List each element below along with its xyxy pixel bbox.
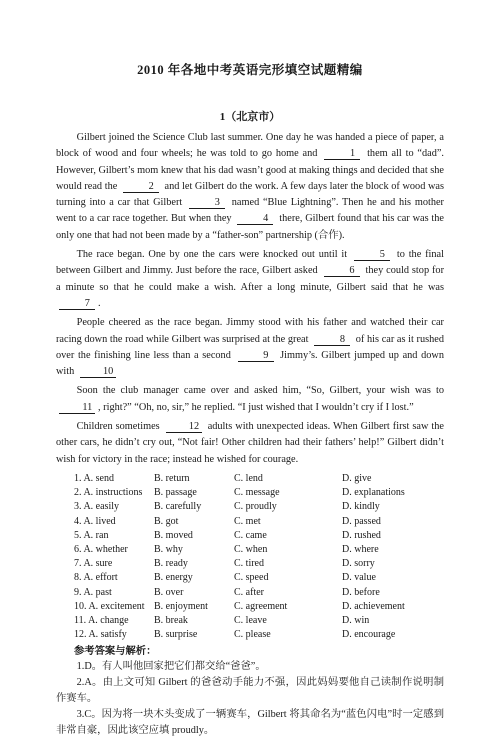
option-item: B. surprise <box>154 629 198 641</box>
option-item: B. over <box>154 586 184 598</box>
passage-text: Children sometimes <box>76 421 163 433</box>
answer-item: 1.D。有人叫他回家把它们都交给“爸爸”。 <box>76 661 266 673</box>
option-item: 3. A. easily <box>74 501 119 513</box>
option-item: B. enjoyment <box>154 600 208 612</box>
blank-6: 6 <box>324 265 360 277</box>
option-item: D. give <box>342 472 372 484</box>
blank-10: 10 <box>80 366 116 378</box>
option-item: D. value <box>342 572 376 584</box>
passage-text: , right?” “Oh, no, sir,” he replied. “I just wished that I wouldn’t cry if I lost.” <box>98 401 414 413</box>
answer-item: 3.C。因为将一块木头变成了一辆赛车，Gilbert 将其命名为“蓝色闪电”时一定感到非常自豪，因此该空应填 proudly。 <box>56 709 444 737</box>
option-item: D. win <box>342 614 370 626</box>
passage-text: People cheered as the race began. Jimmy stood with his father and watched their car racing down the road while Gilbert was surprised at the great <box>56 317 444 345</box>
passage-text: Jimmy’s. Gilbert jumped up and down with <box>56 349 444 378</box>
option-item: B. carefully <box>154 501 202 513</box>
option-item: D. passed <box>342 515 381 527</box>
option-item: D. kindly <box>342 501 380 513</box>
blank-2: 2 <box>123 181 159 193</box>
option-item: D. where <box>342 543 379 555</box>
option-item: C. leave <box>234 614 267 626</box>
option-item: 10. A. excitement <box>74 600 145 612</box>
passage-text: of his car as it rushed over the finishing line less than a second <box>56 333 444 361</box>
answer-item: 2.A。由上文可知 Gilbert 的爸爸动手能力不强，因此妈妈要他自己读制作说明制作赛车。 <box>56 677 444 705</box>
passage-text: there, Gilbert found that his car was the only one that had not been made by a “father-son” partnership (合作). <box>56 213 444 241</box>
option-item: C. please <box>234 629 271 641</box>
option-item: B. passage <box>154 487 197 499</box>
blank-7: 7 <box>59 298 95 310</box>
option-item: C. message <box>234 487 280 499</box>
passage <box>56 130 444 468</box>
passage-text: they could stop for a minute so that he could make a wish. After a long minute, Gilbert said that he was <box>56 265 445 293</box>
option-item: C. tired <box>234 558 264 570</box>
option-row <box>74 472 444 486</box>
blank-4: 4 <box>237 213 273 225</box>
option-row <box>74 543 444 557</box>
option-item: B. why <box>154 543 183 555</box>
passage-paragraph <box>56 315 444 380</box>
option-row <box>74 614 444 628</box>
option-item: C. came <box>234 529 267 541</box>
option-item: 12. A. satisfy <box>74 629 127 641</box>
option-item: B. moved <box>154 529 193 541</box>
option-item: 7. A. sure <box>74 558 113 570</box>
passage-text: and let Gilbert do the work. A few days later the block of wood was turning into a car that Gilbert <box>56 180 444 209</box>
passage-text: The race began. One by one the cars were knocked out until it <box>76 249 351 261</box>
option-row <box>74 628 444 642</box>
passage-paragraph <box>56 130 444 244</box>
document-title: 2010 年各地中考英语完形填空试题精编 <box>137 63 363 77</box>
option-item: C. met <box>234 515 261 527</box>
blank-11: 11 <box>59 402 95 414</box>
option-item: 11. A. change <box>74 614 129 626</box>
option-item: D. before <box>342 586 380 598</box>
option-item: B. return <box>154 472 190 484</box>
blank-9: 9 <box>238 350 274 362</box>
option-item: C. proudly <box>234 501 277 513</box>
blank-1: 1 <box>324 148 360 160</box>
passage-text: Gilbert joined the Science Club last summer. One day he was handed a piece of paper, a block of wood and four wheels; he was told to go home and <box>56 132 444 160</box>
option-item: D. achievement <box>342 600 405 612</box>
option-item: 5. A. ran <box>74 529 109 541</box>
passage-paragraph <box>56 383 444 416</box>
option-item: 1. A. send <box>74 472 114 484</box>
passage-paragraph <box>56 419 444 468</box>
options-list <box>56 472 444 642</box>
option-row <box>74 515 444 529</box>
answers-list <box>56 659 444 739</box>
option-item: C. when <box>234 543 268 555</box>
passage-text: them all to “dad”. However, Gilbert’s mom knew that his dad wasn’t good at making things and decided that she would read the <box>56 148 444 192</box>
option-row <box>74 500 444 514</box>
option-item: C. after <box>234 586 264 598</box>
option-row <box>74 586 444 600</box>
option-item: 9. A. past <box>74 586 112 598</box>
option-item: 2. A. instructions <box>74 487 143 499</box>
passage-text: to the final between Gilbert and Jimmy. Just before the race, Gilbert asked <box>56 249 444 277</box>
option-item: C. lend <box>234 472 263 484</box>
passage-text: adults with unexpected ideas. When Gilbert first saw the other cars, he didn’t cry out, “Not fair! Other children had their fathers’ help!” Gilbert didn’t wish for victory in the race; instead he wished for courage. <box>56 421 444 465</box>
passage-text: . <box>98 297 101 309</box>
option-row <box>74 571 444 585</box>
option-item: 6. A. whether <box>74 543 128 555</box>
option-row <box>74 600 444 614</box>
blank-8: 8 <box>314 334 350 346</box>
option-item: D. sorry <box>342 558 375 570</box>
option-item: D. encourage <box>342 629 396 641</box>
option-item: 8. A. effort <box>74 572 118 584</box>
option-item: D. explanations <box>342 487 405 499</box>
option-row <box>74 486 444 500</box>
blank-3: 3 <box>189 197 225 209</box>
option-item: C. speed <box>234 572 269 584</box>
option-row <box>74 557 444 571</box>
blank-12: 12 <box>166 421 202 433</box>
answers-title: 参考答案与解析： <box>74 646 157 658</box>
option-item: 4. A. lived <box>74 515 116 527</box>
option-item: C. agreement <box>234 600 288 612</box>
section-title: 1（北京市） <box>219 111 281 123</box>
option-item: B. got <box>154 515 179 527</box>
passage-paragraph <box>56 247 444 312</box>
option-item: B. ready <box>154 558 188 570</box>
option-row <box>74 529 444 543</box>
passage-text: Soon the club manager came over and asked him, “So, Gilbert, your wish was to <box>76 385 444 397</box>
option-item: B. energy <box>154 572 193 584</box>
option-item: B. break <box>154 614 188 626</box>
blank-5: 5 <box>354 249 390 261</box>
option-item: D. rushed <box>342 529 381 541</box>
passage-text: named “Blue Lightning”. Then he and his mother went to a car race together. But when they <box>56 197 444 225</box>
